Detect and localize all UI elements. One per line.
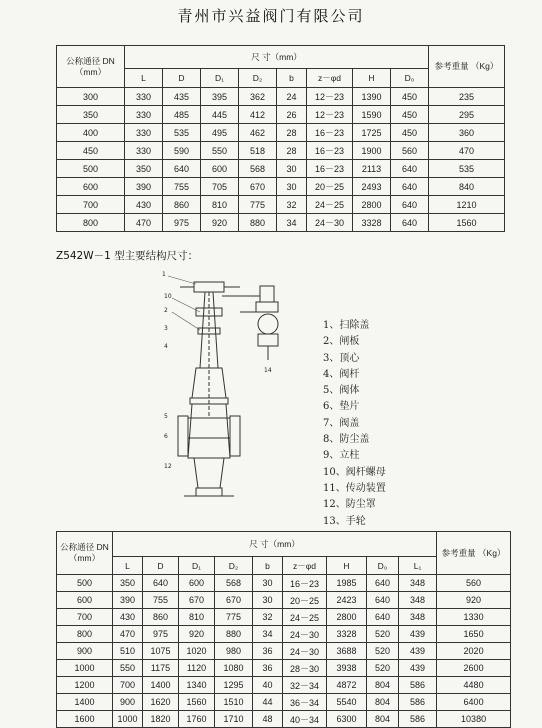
table-cell: 2113 [353,160,391,178]
table-cell: 1400 [57,694,113,711]
column-header: b [253,557,283,575]
parts-list-item: 10、阀杆螺母 [323,466,386,478]
table-cell: 16－23 [307,124,353,142]
table-cell: 1985 [327,575,367,592]
table-cell: 350 [125,160,163,178]
table-cell: 568 [215,575,253,592]
diagram-label: 4 [164,343,168,350]
table-row [57,694,511,711]
table-cell: 860 [143,609,179,626]
table-cell: 450 [391,124,429,142]
table-cell: 360 [429,124,505,142]
table-cell: 1390 [353,88,391,106]
table-cell: 348 [399,609,437,626]
table-cell: 804 [367,711,399,728]
parts-list-item: 11、传动装置 [323,482,386,494]
table-cell: 600 [57,592,113,609]
table-cell: 390 [113,592,143,609]
table-cell: 36－34 [283,694,327,711]
column-header: z－φd [283,557,327,575]
table-cell: 1000 [57,660,113,677]
table-cell: 535 [429,160,505,178]
table-cell: 1200 [57,677,113,694]
column-header: L [113,557,143,575]
table-cell: 560 [437,575,511,592]
table-cell: 586 [399,677,437,694]
table-cell: 640 [391,160,429,178]
table-cell: 550 [201,142,239,160]
table-cell: 28 [277,124,307,142]
table-cell: 5540 [327,694,367,711]
table-cell: 804 [367,694,399,711]
header-size: 尺 寸（mm） [113,532,437,557]
table-cell: 28－30 [283,660,327,677]
table-cell: 16－23 [307,160,353,178]
table-cell: 640 [391,196,429,214]
table-cell: 535 [163,124,201,142]
parts-list-item: 12、防尘罩 [323,499,376,511]
diagram-label: 5 [164,413,168,420]
table-cell: 412 [239,106,277,124]
table-cell: 445 [201,106,239,124]
table-cell: 6300 [327,711,367,728]
table-cell: 755 [143,592,179,609]
table-cell: 1400 [143,677,179,694]
parts-list-item: 5、阀体 [323,385,360,397]
table-cell: 670 [179,592,215,609]
table-cell: 705 [201,178,239,196]
table-cell: 24－30 [307,214,353,232]
table-cell: 520 [367,643,399,660]
table-cell: 670 [215,592,253,609]
table-cell: 1080 [215,660,253,677]
table-cell: 810 [201,196,239,214]
table-cell: 10380 [437,711,511,728]
header-dn: 公称通径 DN（mm） [57,46,125,88]
table-cell: 348 [399,592,437,609]
table-cell: 300 [57,88,125,106]
table-cell: 395 [201,88,239,106]
table-cell: 500 [57,160,125,178]
column-header: H [327,557,367,575]
table-cell: 470 [113,626,143,643]
table-cell: 435 [163,88,201,106]
table-cell: 700 [57,609,113,626]
parts-list [323,318,386,530]
table-cell: 32－34 [283,677,327,694]
table-cell: 640 [391,214,429,232]
table-cell: 1295 [215,677,253,694]
table-cell: 1760 [179,711,215,728]
table-cell: 640 [143,575,179,592]
section-title: Z542W－1 型主要结构尺寸： [56,250,199,262]
company-name: 青州市兴益阀门有限公司 [177,7,365,25]
table-cell: 495 [201,124,239,142]
table-cell: 1510 [215,694,253,711]
table-cell: 920 [437,592,511,609]
table-cell: 400 [57,124,125,142]
table-cell: 2020 [437,643,511,660]
table-cell: 1650 [437,626,511,643]
table-cell: 350 [57,106,125,124]
table-cell: 450 [391,106,429,124]
table-cell: 36 [253,643,283,660]
table-cell: 430 [125,196,163,214]
table-cell: 1560 [429,214,505,232]
handwheel-shape [194,282,224,292]
parts-list-item: 2、闸板 [323,336,360,348]
table-cell: 48 [253,711,283,728]
parts-list-item: 7、阀盖 [323,417,360,429]
table-row [57,643,511,660]
parts-list-item: 8、防尘盖 [323,434,370,446]
table-cell: 1725 [353,124,391,142]
table-cell: 24－30 [283,643,327,660]
table-row [57,214,505,232]
diagram-label: 6 [164,433,168,440]
table-cell: 2600 [437,660,511,677]
table-cell: 640 [367,575,399,592]
table-cell: 6400 [437,694,511,711]
table-cell: 600 [57,178,125,196]
table-cell: 24－30 [283,626,327,643]
table-cell: 975 [163,214,201,232]
table-cell: 1340 [179,677,215,694]
table-cell: 26 [277,106,307,124]
spec-table-top [56,45,505,232]
table-cell: 500 [57,575,113,592]
table-cell: 520 [367,660,399,677]
table-cell: 1210 [429,196,505,214]
table-cell: 1020 [179,643,215,660]
table-cell: 2423 [327,592,367,609]
table-cell: 16－23 [307,142,353,160]
table-cell: 235 [429,88,505,106]
table-cell: 1000 [113,711,143,728]
table-cell: 520 [367,626,399,643]
table-row [57,160,505,178]
table-cell: 34 [253,626,283,643]
table-cell: 900 [113,694,143,711]
table-cell: 330 [125,142,163,160]
table-cell: 1175 [143,660,179,677]
column-header: L₁ [399,557,437,575]
header-weight: 参考重量 （Kg） [437,532,511,575]
table-cell: 586 [399,711,437,728]
table-cell: 330 [125,106,163,124]
table-row [57,142,505,160]
table-cell: 36 [253,660,283,677]
table-cell: 430 [113,609,143,626]
table-cell: 700 [57,196,125,214]
table-cell: 560 [391,142,429,160]
table-cell: 810 [179,609,215,626]
table-row [57,592,511,609]
column-header: D₁ [201,69,239,88]
table-cell: 350 [113,575,143,592]
table-cell: 330 [125,88,163,106]
table-cell: 510 [113,643,143,660]
column-header: D [163,69,201,88]
table-cell: 470 [125,214,163,232]
table-cell: 900 [57,643,113,660]
table-cell: 348 [399,575,437,592]
table-cell: 24 [277,88,307,106]
table-cell: 640 [391,178,429,196]
table-cell: 880 [215,626,253,643]
table-cell: 362 [239,88,277,106]
valve-structure-diagram [160,268,320,516]
table-cell: 390 [125,178,163,196]
column-header: D₀ [391,69,429,88]
table-cell: 2493 [353,178,391,196]
table-cell: 800 [57,626,113,643]
table-cell: 1590 [353,106,391,124]
header-weight: 参考重量 （Kg） [429,46,505,88]
column-header: L [125,69,163,88]
table-cell: 32 [277,196,307,214]
table-cell: 600 [201,160,239,178]
table-row [57,575,511,592]
table-cell: 44 [253,694,283,711]
table-cell: 640 [163,160,201,178]
table-cell: 485 [163,106,201,124]
column-header: z－φd [307,69,353,88]
table-cell: 439 [399,626,437,643]
parts-list-item: 4、阀杆 [323,368,360,380]
table-cell: 700 [113,677,143,694]
table-cell: 439 [399,660,437,677]
table-cell: 40 [253,677,283,694]
table-row [57,677,511,694]
table-cell: 670 [239,178,277,196]
table-cell: 32 [253,609,283,626]
table-cell: 804 [367,677,399,694]
table-cell: 1600 [57,711,113,728]
table-cell: 840 [429,178,505,196]
table-cell: 586 [399,694,437,711]
column-header: D₀ [367,557,399,575]
diagram-label: 3 [164,325,168,332]
table-cell: 16－23 [283,575,327,592]
table-cell: 640 [367,609,399,626]
table-cell: 775 [239,196,277,214]
table-row [57,660,511,677]
table-cell: 12－23 [307,106,353,124]
table-cell: 1120 [179,660,215,677]
diagram-label: 1 [162,271,166,278]
table-cell: 880 [239,214,277,232]
table-cell: 920 [201,214,239,232]
table-cell: 30 [253,575,283,592]
table-cell: 518 [239,142,277,160]
diagram-label: 12 [164,463,172,470]
column-header: D [143,557,179,575]
table-cell: 568 [239,160,277,178]
table-cell: 12－23 [307,88,353,106]
table-cell: 800 [57,214,125,232]
diagram-label: 14 [264,367,272,374]
column-header: H [353,69,391,88]
column-header: b [277,69,307,88]
table-cell: 860 [163,196,201,214]
table-cell: 1330 [437,609,511,626]
column-header: D₁ [179,557,215,575]
table-cell: 1075 [143,643,179,660]
table-cell: 34 [277,214,307,232]
table-cell: 462 [239,124,277,142]
table-cell: 3938 [327,660,367,677]
header-size: 尺 寸（mm） [125,46,429,69]
table-cell: 1820 [143,711,179,728]
table-cell: 470 [429,142,505,160]
table-cell: 1900 [353,142,391,160]
table-cell: 590 [163,142,201,160]
column-header: D₂ [239,69,277,88]
table-cell: 20－25 [283,592,327,609]
table-row [57,88,505,106]
table-row [57,711,511,728]
table-cell: 4872 [327,677,367,694]
table-cell: 640 [367,592,399,609]
table-row [57,106,505,124]
table-cell: 4480 [437,677,511,694]
table-cell: 1710 [215,711,253,728]
table-cell: 24－25 [307,196,353,214]
parts-list-item: 9、立柱 [323,450,360,462]
table-cell: 2800 [353,196,391,214]
parts-list-item: 1、扫除盖 [323,320,370,331]
table-cell: 550 [113,660,143,677]
table-cell: 450 [391,88,429,106]
table-cell: 2800 [327,609,367,626]
table-cell: 1620 [143,694,179,711]
table-cell: 40－34 [283,711,327,728]
spec-table-bottom [56,531,511,728]
diagram-label: 2 [164,307,168,314]
table-cell: 30 [277,178,307,196]
table-cell: 295 [429,106,505,124]
table-cell: 3328 [327,626,367,643]
column-header: D₂ [215,557,253,575]
table-row [57,196,505,214]
table-cell: 3688 [327,643,367,660]
table-cell: 755 [163,178,201,196]
table-cell: 980 [215,643,253,660]
parts-list-item: 6、垫片 [323,401,360,413]
parts-list-item: 13、手轮 [323,515,366,527]
table-cell: 775 [215,609,253,626]
table-cell: 439 [399,643,437,660]
table-cell: 1560 [179,694,215,711]
table-row [57,609,511,626]
header-dn: 公称通径 DN（mm） [57,532,113,575]
diagram-label: 10 [164,293,172,300]
table-cell: 30 [253,592,283,609]
table-cell: 24－25 [283,609,327,626]
table-row [57,124,505,142]
table-cell: 975 [143,626,179,643]
parts-list-item: 3、顶心 [323,352,360,364]
table-cell: 28 [277,142,307,160]
table-cell: 330 [125,124,163,142]
table-cell: 30 [277,160,307,178]
table-row [57,178,505,196]
table-cell: 920 [179,626,215,643]
table-cell: 450 [57,142,125,160]
table-cell: 20－25 [307,178,353,196]
table-cell: 3328 [353,214,391,232]
table-cell: 600 [179,575,215,592]
table-row [57,626,511,643]
